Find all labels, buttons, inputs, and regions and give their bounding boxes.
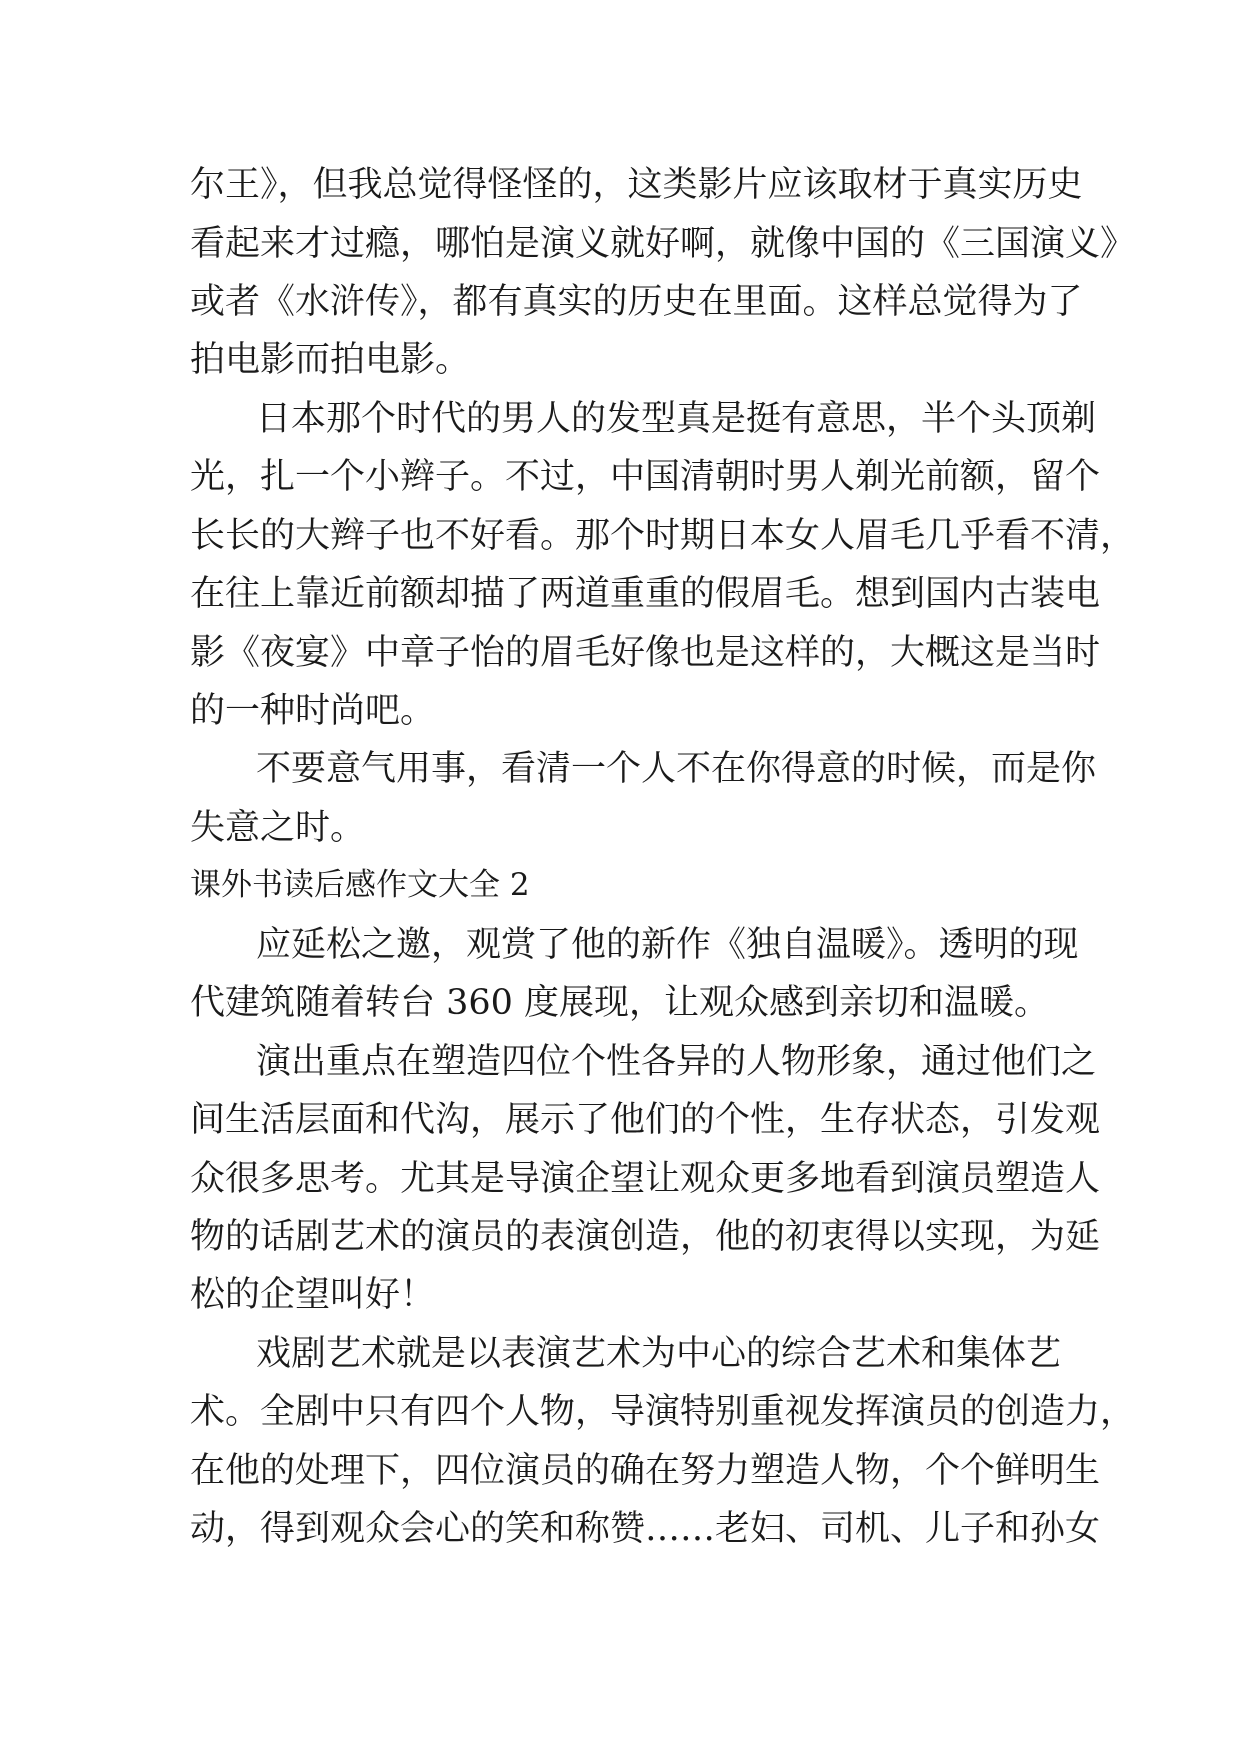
section-heading: 课外书读后感作文大全 2	[190, 867, 530, 903]
text-line: 的一种时尚吧。	[190, 691, 436, 731]
text-line: 动，得到观众会心的笑和称赞……老妇、司机、儿子和孙女	[190, 1509, 1101, 1549]
text-line: 在他的处理下，四位演员的确在努力塑造人物，个个鲜明生	[190, 1451, 1101, 1491]
text-line: 光，扎一个小辫子。不过，中国清朝时男人剃光前额，留个	[190, 457, 1101, 497]
text-line: 代建筑随着转台 360 度展现，让观众感到亲切和温暖。	[190, 983, 1050, 1023]
text-line: 术。全剧中只有四个人物，导演特别重视发挥演员的创造力，	[190, 1392, 1136, 1432]
text-line: 失意之时。	[190, 808, 366, 848]
paragraph-first-line: 戏剧艺术就是以表演艺术为中心的综合艺术和集体艺	[256, 1334, 1062, 1374]
text-line: 影《夜宴》中章子怡的眉毛好像也是这样的，大概这是当时	[190, 633, 1101, 673]
text-line: 物的话剧艺术的演员的表演创造，他的初衷得以实现，为延	[190, 1217, 1101, 1257]
paragraph-first-line: 应延松之邀，观赏了他的新作《独自温暖》。透明的现	[256, 925, 1079, 965]
text-line: 拍电影而拍电影。	[190, 340, 471, 380]
text-line: 在往上靠近前额却描了两道重重的假眉毛。想到国内古装电	[190, 574, 1101, 614]
paragraph-first-line: 日本那个时代的男人的发型真是挺有意思，半个头顶剃	[256, 399, 1097, 439]
text-line: 尔王》，但我总觉得怪怪的，这类影片应该取材于真实历史	[190, 165, 1083, 205]
text-line: 间生活层面和代沟，展示了他们的个性，生存状态，引发观	[190, 1100, 1101, 1140]
paragraph-first-line: 演出重点在塑造四位个性各异的人物形象，通过他们之	[256, 1042, 1097, 1082]
text-line: 看起来才过瘾，哪怕是演义就好啊，就像中国的《三国演义》	[190, 224, 1136, 264]
text-line: 松的企望叫好！	[190, 1275, 436, 1315]
paragraph-first-line: 不要意气用事，看清一个人不在你得意的时候，而是你	[256, 749, 1097, 789]
text-line: 长长的大辫子也不好看。那个时期日本女人眉毛几乎看不清，	[190, 516, 1136, 556]
text-line: 或者《水浒传》，都有真实的历史在里面。这样总觉得为了	[190, 282, 1083, 322]
text-line: 众很多思考。尤其是导演企望让观众更多地看到演员塑造人	[190, 1159, 1101, 1199]
